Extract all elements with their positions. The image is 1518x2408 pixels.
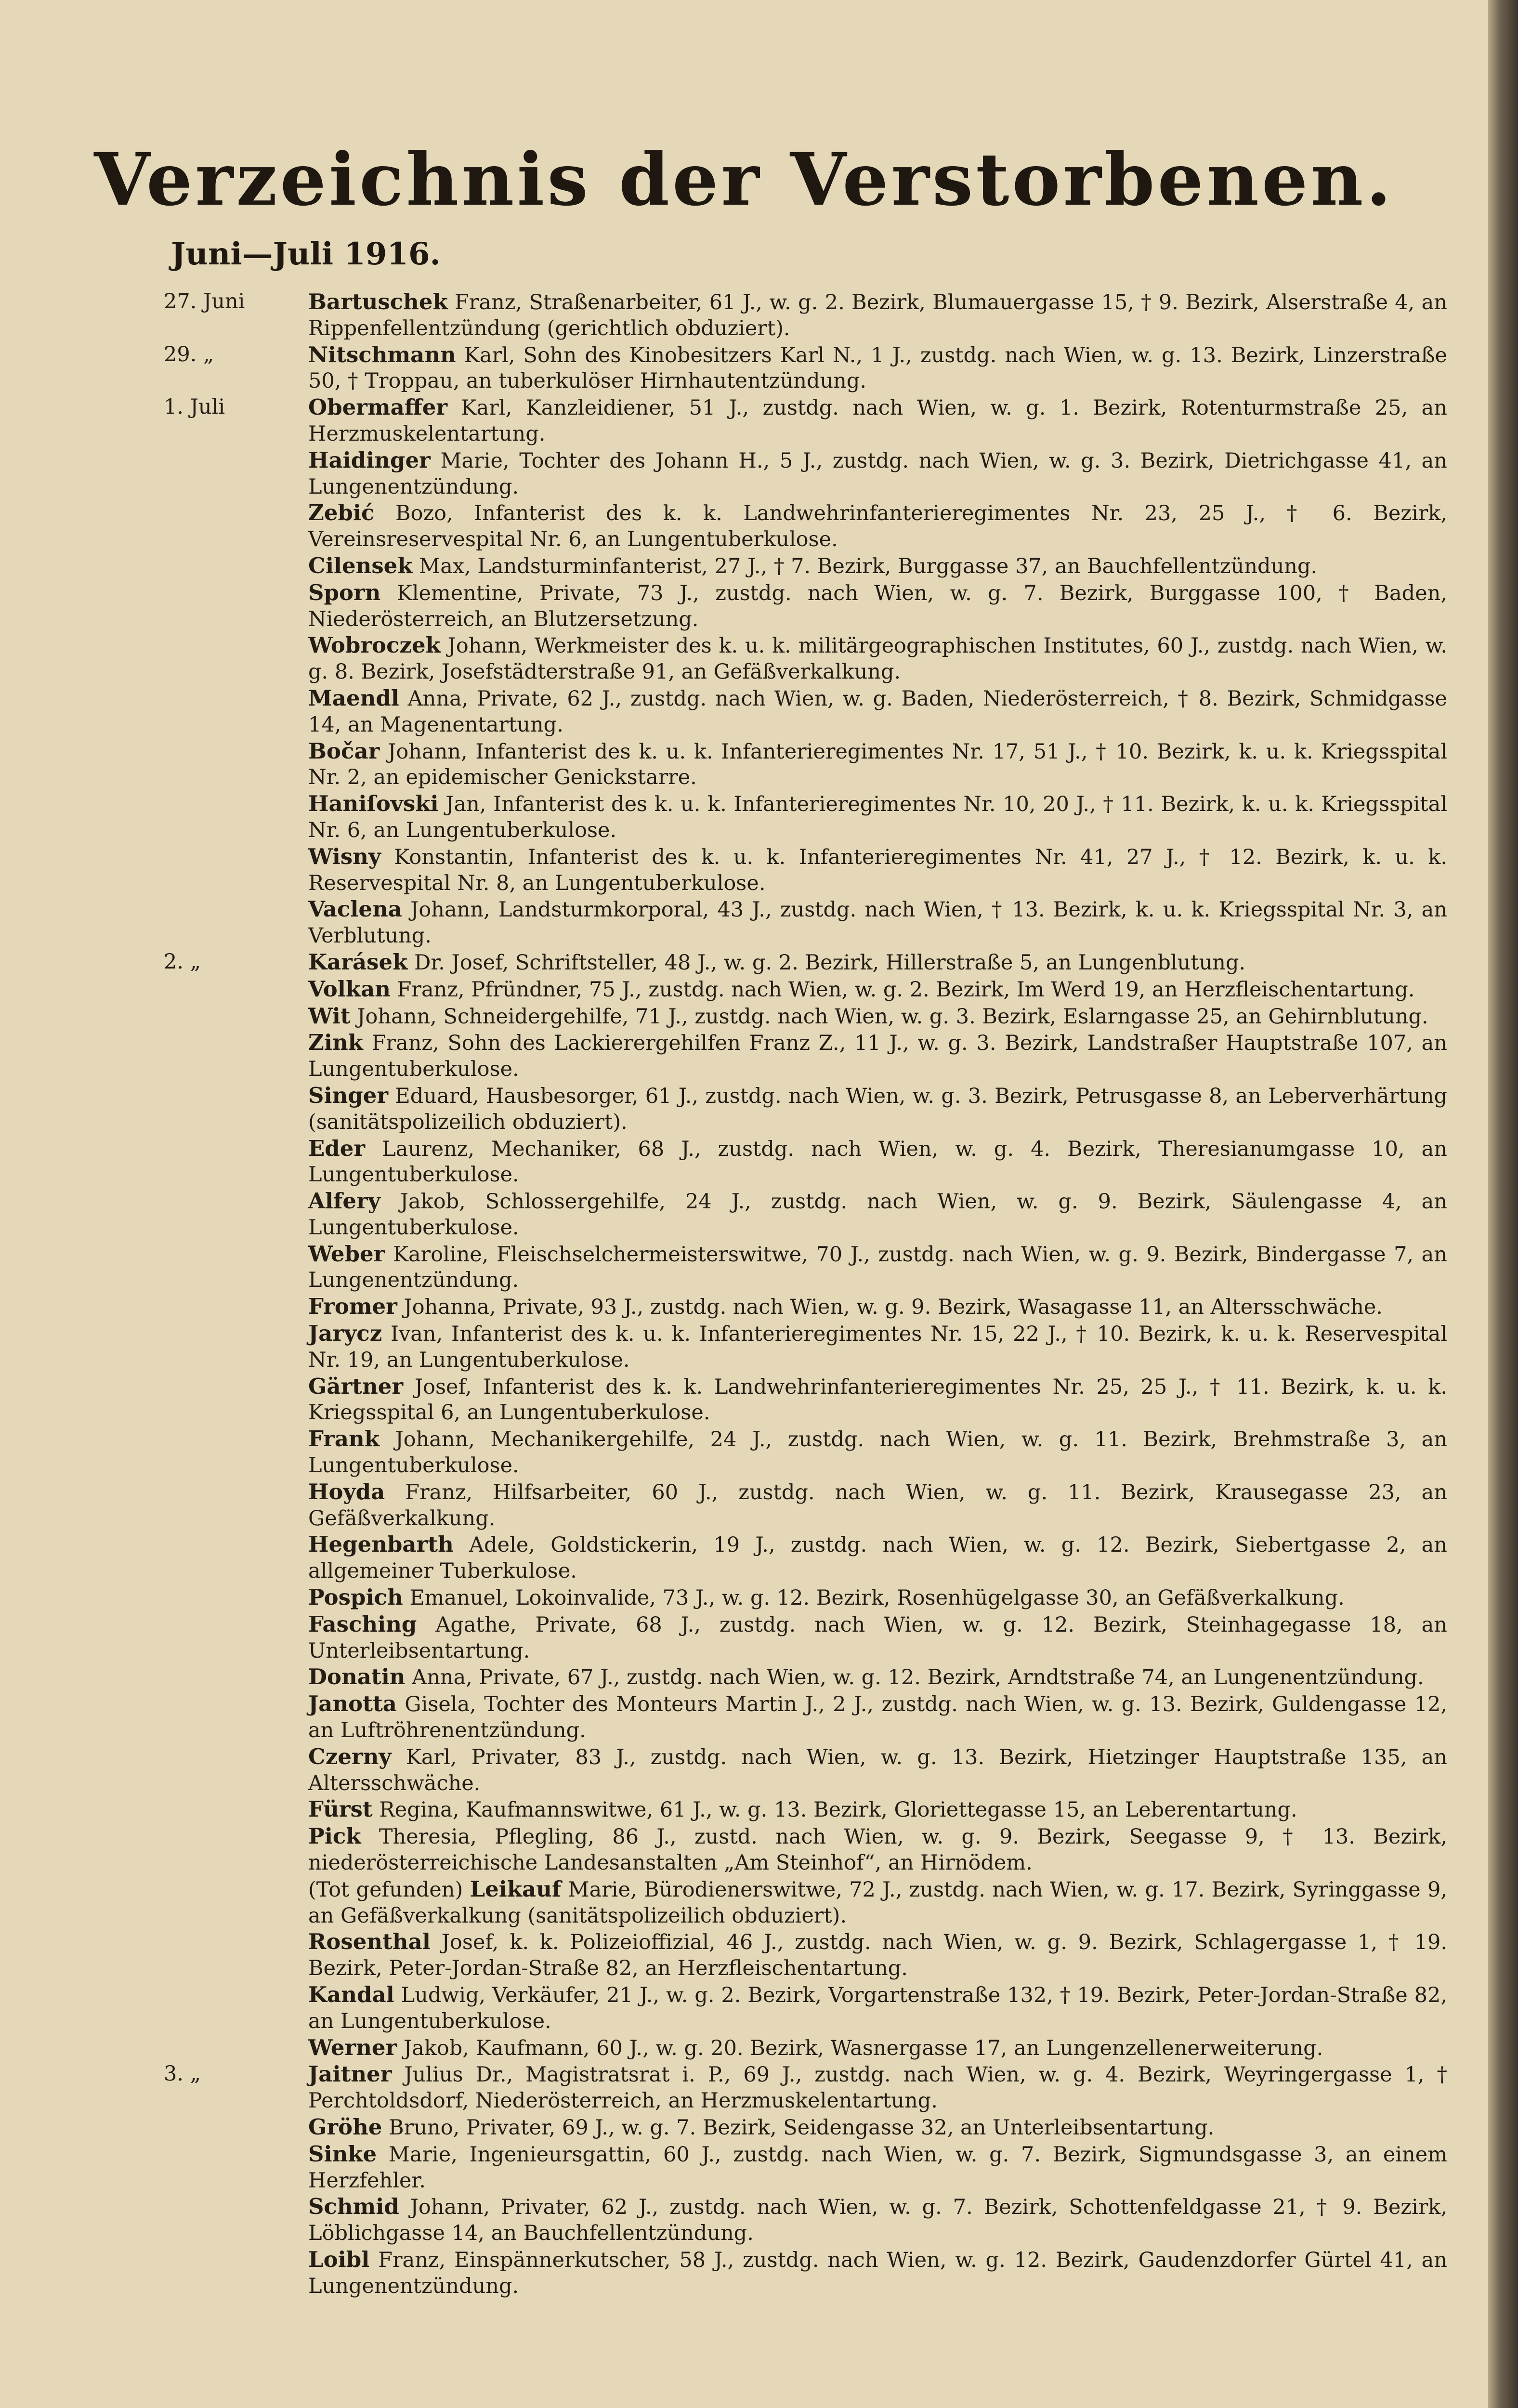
deceased-details: Johann, Landsturmkorporal, 43 J., zustdg. nach Wien, † 13. Bezirk, k. u. k. Kriegsspital Nr. 3, an Verblutung.: [308, 898, 1447, 948]
entry-text: [308, 1294, 1447, 1321]
date-range-heading: Juni—Juli 1916.: [171, 236, 441, 272]
entry-text: [308, 2035, 1447, 2062]
register-entry: [164, 1030, 1447, 1083]
entry-text: [308, 685, 1447, 738]
entry-text: [308, 2114, 1447, 2141]
register-entry: [164, 1876, 1447, 1929]
entry-text: [308, 1030, 1447, 1083]
page-title: Verzeichnis der Verstorbenen.: [94, 137, 1394, 222]
entry-text: [308, 553, 1447, 580]
entry-text: [308, 1584, 1447, 1611]
deceased-surname: Obermaffer: [308, 394, 448, 420]
entry-text: [308, 844, 1447, 897]
register-entry: [164, 342, 1447, 395]
deceased-surname: Loibl: [308, 2246, 370, 2272]
entry-text: [308, 1823, 1447, 1876]
deceased-details: Bozo, Infanterist des k. k. Landwehrinfanterieregimentes Nr. 23, 25 J., † 6. Bezirk, Vereinsreservespital Nr. 6, an Lungentuberkulose.: [308, 501, 1447, 552]
deceased-details: Marie, Tochter des Johann H., 5 J., zustdg. nach Wien, w. g. 3. Bezirk, Dietrichgasse 41, an Lungenentzündung.: [308, 448, 1447, 499]
entry-date: 29. „: [164, 342, 214, 366]
deceased-details: Agathe, Private, 68 J., zustdg. nach Wien, w. g. 12. Bezirk, Steinhagegasse 18, an Unterleibsentartung.: [308, 1612, 1447, 1663]
register-entry: [164, 1479, 1447, 1532]
deceased-details: Adele, Goldstickerin, 19 J., zustdg. nach Wien, w. g. 12. Bezirk, Siebertgasse 2, an allgemeiner Tuberkulose.: [308, 1533, 1447, 1584]
deceased-surname: Cilensek: [308, 552, 413, 578]
deceased-surname: Fasching: [308, 1611, 417, 1637]
deceased-surname: Zink: [308, 1030, 363, 1056]
deceased-details: Johann, Schneidergehilfe, 71 J., zustdg. nach Wien, w. g. 3. Bezirk, Eslarngasse 25, an Gehirnblutung.: [350, 1004, 1428, 1029]
register-entry: [164, 1531, 1447, 1584]
deceased-surname: Eder: [308, 1135, 366, 1161]
entry-text: [308, 1188, 1447, 1241]
register-entry: [164, 1796, 1447, 1823]
register-entry: [164, 1664, 1447, 1691]
entry-text: [308, 342, 1447, 395]
register-entry: [164, 685, 1447, 738]
entry-date: 27. Juni: [164, 289, 245, 314]
entry-date: 1. Juli: [164, 395, 225, 419]
register-entry: [164, 1374, 1447, 1426]
deceased-surname: Czerny: [308, 1743, 392, 1769]
register-entry: [164, 1188, 1447, 1241]
entry-text: [308, 1426, 1447, 1479]
deceased-details: Laurenz, Mechaniker, 68 J., zustdg. nach Wien, w. g. 4. Bezirk, Theresianumgasse 10, an Lungentuberkulose.: [308, 1137, 1447, 1187]
deceased-details: Karl, Sohn des Kinobesitzers Karl N., 1 J., zustdg. nach Wien, w. g. 13. Bezirk, Linzerstraße 50, † Troppau, an tuberkulöser Hirnhautentzündung.: [308, 343, 1447, 393]
entry-text: [308, 580, 1447, 633]
entry-text: [308, 1241, 1447, 1294]
deceased-surname: Nitschmann: [308, 341, 456, 367]
deceased-details: Ludwig, Verkäufer, 21 J., w. g. 2. Bezirk, Vorgartenstraße 132, † 19. Bezirk, Peter-Jordan-Straße 82, an Lungentuberkulose.: [308, 1983, 1447, 2033]
deceased-surname: Wisny: [308, 843, 381, 869]
entry-text: [308, 1321, 1447, 1374]
register-entry: [164, 1691, 1447, 1744]
register-entry: [164, 844, 1447, 897]
deceased-details: Johann, Infanterist des k. u. k. Infanterieregimentes Nr. 17, 51 J., † 10. Bezirk, k. u. k. Kriegsspital Nr. 2, an epidemischer Genickstarre.: [308, 739, 1447, 790]
deceased-surname: Hegenbarth: [308, 1531, 454, 1557]
deceased-surname: Haidinger: [308, 447, 431, 473]
entry-date: 2. „: [164, 949, 201, 974]
deceased-surname: Werner: [308, 2034, 397, 2060]
deceased-surname: Weber: [308, 1241, 385, 1267]
deceased-details: Karl, Kanzleidiener, 51 J., zustdg. nach Wien, w. g. 1. Bezirk, Rotenturmstraße 25, an Herzmuskelentartung.: [308, 396, 1447, 446]
deceased-details: Josef, k. k. Polizeioffizial, 46 J., zustdg. nach Wien, w. g. 9. Bezirk, Schlagergasse 1, † 19. Bezirk, Peter-Jordan-Straße 82, an Herzfleischentartung.: [308, 1930, 1447, 1981]
deceased-surname: Jaitner: [308, 2061, 392, 2087]
entry-text: [308, 1479, 1447, 1532]
register-entry: [164, 2061, 1447, 2114]
deceased-surname: Jarycz: [308, 1321, 382, 1347]
entry-text: [308, 791, 1447, 844]
deceased-details: Johann, Privater, 62 J., zustdg. nach Wien, w. g. 7. Bezirk, Schottenfeldgasse 21, † 9. Bezirk, Löblichgasse 14, an Bauchfellentzündung.: [308, 2195, 1447, 2246]
register-entry: [164, 1929, 1447, 1982]
deceased-surname: Sinke: [308, 2141, 377, 2167]
deceased-surname: Hoyda: [308, 1479, 385, 1505]
deceased-details: Max, Landsturminfanterist, 27 J., † 7. Bezirk, Burggasse 37, an Bauchfellentzündung.: [412, 554, 1318, 578]
register-entry: [164, 580, 1447, 633]
deceased-details: Jakob, Schlossergehilfe, 24 J., zustdg. nach Wien, w. g. 9. Bezirk, Säulengasse 4, an Lungentuberkulose.: [308, 1190, 1447, 1240]
entry-text: [308, 2061, 1447, 2114]
deceased-surname: Leikauf: [470, 1876, 562, 1902]
entry-text: [308, 1982, 1447, 2035]
entry-text: [308, 738, 1447, 791]
entry-text: [308, 1136, 1447, 1189]
deceased-surname: Volkan: [308, 976, 391, 1002]
deceased-surname: Zebić: [308, 500, 375, 526]
register-entry: [164, 289, 1447, 342]
deceased-surname: Janotta: [308, 1691, 397, 1717]
deceased-surname: Donatin: [308, 1664, 406, 1690]
register-entry: [164, 1426, 1447, 1479]
death-register-list: [164, 289, 1447, 2300]
register-entry: [164, 1823, 1447, 1876]
deceased-details: Franz, Einspännerkutscher, 58 J., zustdg. nach Wien, w. g. 12. Bezirk, Gaudenzdorfer Gürtel 41, an Lungenentzündung.: [308, 2248, 1447, 2298]
entry-text: [308, 949, 1447, 976]
register-entry: [164, 1982, 1447, 2035]
register-entry: [164, 447, 1447, 500]
register-entry: [164, 976, 1447, 1003]
deceased-surname: Vaclena: [308, 896, 402, 922]
entry-text: [308, 1083, 1447, 1136]
deceased-details: Karl, Privater, 83 J., zustdg. nach Wien, w. g. 13. Bezirk, Hietzinger Hauptstraße 135, an Altersschwäche.: [308, 1745, 1447, 1795]
deceased-details: Julius Dr., Magistratsrat i. P., 69 J., zustdg. nach Wien, w. g. 4. Bezirk, Weyringergasse 1, † Perchtoldsdorf, Niederösterreich, an Herzmuskelentartung.: [308, 2063, 1447, 2113]
entry-text: [308, 1664, 1447, 1691]
deceased-details: Jakob, Kaufmann, 60 J., w. g. 20. Bezirk, Wasnergasse 17, an Lungenzellenerweiterung.: [397, 2036, 1323, 2060]
register-entry: [164, 1584, 1447, 1611]
entry-text: [308, 1876, 1447, 1929]
deceased-surname: Pick: [308, 1823, 361, 1849]
deceased-details: Franz, Pfründner, 75 J., zustdg. nach Wien, w. g. 2. Bezirk, Im Werd 19, an Herzfleischentartung.: [390, 977, 1415, 1002]
deceased-details: Franz, Straßenarbeiter, 61 J., w. g. 2. Bezirk, Blumauergasse 15, † 9. Bezirk, Alserstraße 4, an Rippenfellentzündung (gerichtlich obduziert).: [308, 290, 1447, 340]
deceased-details: Ivan, Infanterist des k. u. k. Infanterieregimentes Nr. 15, 22 J., † 10. Bezirk, k. u. k. Reservespital Nr. 19, an Lungentuberkulose.: [308, 1322, 1447, 1372]
entry-text: [308, 289, 1447, 342]
deceased-surname: Alfery: [308, 1188, 380, 1214]
deceased-details: Jan, Infanterist des k. u. k. Infanterieregimentes Nr. 10, 20 J., † 11. Bezirk, k. u. k. Kriegsspital Nr. 6, an Lungentuberkulose.: [308, 792, 1447, 842]
deceased-details: Anna, Private, 62 J., zustdg. nach Wien, w. g. Baden, Niederösterreich, † 8. Bezirk, Schmidgasse 14, an Magenentartung.: [308, 686, 1447, 737]
deceased-details: Marie, Bürodienerswitwe, 72 J., zustdg. nach Wien, w. g. 17. Bezirk, Syringgasse 9, an Gefäßverkalkung (sanitätspolizeilich obduziert).: [308, 1877, 1447, 1928]
deceased-surname: Karásek: [308, 949, 408, 975]
deceased-details: Theresia, Pflegling, 86 J., zustd. nach Wien, w. g. 9. Bezirk, Seegasse 9, † 13. Bezirk, niederösterreichische Landesanstalten „Am Steinhof“, an Hirnödem.: [308, 1825, 1447, 1875]
register-entry: [164, 632, 1447, 685]
register-entry: [164, 896, 1447, 949]
deceased-surname: Kandal: [308, 1982, 394, 2007]
deceased-surname: Bočar: [308, 738, 380, 764]
deceased-surname: Rosenthal: [308, 1929, 431, 1955]
register-entry: [164, 2194, 1447, 2247]
deceased-details: Eduard, Hausbesorger, 61 J., zustdg. nach Wien, w. g. 3. Bezirk, Petrusgasse 8, an Leberverhärtung (sanitätspolizeilich obduziert).: [308, 1084, 1447, 1134]
register-entry: [164, 738, 1447, 791]
deceased-surname: Maendl: [308, 685, 399, 711]
deceased-details: Franz, Sohn des Lackierergehilfen Franz Z., 11 J., w. g. 3. Bezirk, Landstraßer Hauptstraße 107, an Lungentuberkulose.: [308, 1031, 1447, 1082]
register-entry: [164, 2141, 1447, 2194]
register-entry: [164, 1241, 1447, 1294]
deceased-details: Konstantin, Infanterist des k. u. k. Infanterieregimentes Nr. 41, 27 J., † 12. Bezirk, k. u. k. Reservespital Nr. 8, an Lungentuberkulose.: [308, 845, 1447, 895]
entry-text: [308, 1691, 1447, 1744]
deceased-details: Gisela, Tochter des Monteurs Martin J., 2 J., zustdg. nach Wien, w. g. 13. Bezirk, Guldengasse 12, an Luftröhrenentzündung.: [308, 1692, 1447, 1743]
deceased-surname: Schmid: [308, 2194, 399, 2220]
deceased-surname: Sporn: [308, 579, 381, 605]
deceased-details: Dr. Josef, Schriftsteller, 48 J., w. g. 2. Bezirk, Hillerstraße 5, an Lungenblutung.: [407, 950, 1246, 975]
entry-text: [308, 2247, 1447, 2300]
register-entry: [164, 2035, 1447, 2062]
deceased-surname: Haniſovski: [308, 791, 439, 817]
deceased-surname: Fürst: [308, 1796, 373, 1822]
entry-text: [308, 2194, 1447, 2247]
deceased-surname: Bartuschek: [308, 289, 448, 314]
entry-text: [308, 394, 1447, 447]
register-entry: [164, 1321, 1447, 1374]
entry-text: [308, 976, 1447, 1003]
register-entry: [164, 949, 1447, 976]
book-spine: [1488, 0, 1518, 2408]
deceased-details: Johanna, Private, 93 J., zustdg. nach Wien, w. g. 9. Bezirk, Wasagasse 11, an Altersschwäche.: [397, 1295, 1383, 1320]
deceased-surname: Pospich: [308, 1584, 403, 1610]
entry-text: [308, 447, 1447, 500]
entry-note: (Tot gefunden): [308, 1877, 470, 1902]
deceased-details: Anna, Private, 67 J., zustdg. nach Wien, w. g. 12. Bezirk, Arndtstraße 74, an Lungenentzündung.: [405, 1665, 1424, 1690]
entry-text: [308, 1531, 1447, 1584]
register-entry: [164, 1611, 1447, 1664]
deceased-details: Franz, Hilfsarbeiter, 60 J., zustdg. nach Wien, w. g. 11. Bezirk, Krausegasse 23, an Gefäßverkalkung.: [308, 1480, 1447, 1531]
deceased-details: Klementine, Private, 73 J., zustdg. nach Wien, w. g. 7. Bezirk, Burggasse 100, † Baden, Niederösterreich, an Blutzersetzung.: [308, 581, 1447, 631]
entry-text: [308, 1929, 1447, 1982]
deceased-details: Bruno, Privater, 69 J., w. g. 7. Bezirk, Seidengasse 32, an Unterleibsentartung.: [382, 2115, 1215, 2140]
entry-text: [308, 1611, 1447, 1664]
deceased-surname: Frank: [308, 1426, 380, 1452]
entry-text: [308, 1003, 1447, 1030]
entry-text: [308, 1744, 1447, 1797]
register-entry: [164, 1083, 1447, 1136]
deceased-surname: Singer: [308, 1082, 389, 1108]
deceased-details: Johann, Werkmeister des k. u. k. militärgeographischen Institutes, 60 J., zustdg. nach Wien, w. g. 8. Bezirk, Josefstädterstraße 91, an Gefäßverkalkung.: [308, 634, 1447, 684]
deceased-surname: Fromer: [308, 1294, 397, 1320]
register-entry: [164, 500, 1447, 553]
entry-text: [308, 632, 1447, 685]
deceased-surname: Gärtner: [308, 1373, 404, 1399]
entry-text: [308, 1796, 1447, 1823]
entry-text: [308, 2141, 1447, 2194]
register-entry: [164, 553, 1447, 580]
entry-text: [308, 1374, 1447, 1426]
register-entry: [164, 1003, 1447, 1030]
deceased-details: Marie, Ingenieursgattin, 60 J., zustdg. nach Wien, w. g. 7. Bezirk, Sigmundsgasse 3, an einem Herzfehler.: [308, 2142, 1447, 2193]
deceased-surname: Wobroczek: [308, 632, 441, 658]
deceased-details: Regina, Kaufmannswitwe, 61 J., w. g. 13. Bezirk, Gloriettegasse 15, an Leberentartung.: [372, 1798, 1297, 1822]
deceased-details: Josef, Infanterist des k. k. Landwehrinfanterieregimentes Nr. 25, 25 J., † 11. Bezirk, k. u. k. Kriegsspital 6, an Lungentuberkulose.: [308, 1374, 1447, 1425]
register-entry: [164, 1136, 1447, 1189]
entry-date: 3. „: [164, 2062, 201, 2086]
deceased-surname: Gröhe: [308, 2114, 382, 2140]
deceased-details: Emanuel, Lokoinvalide, 73 J., w. g. 12. Bezirk, Rosenhügelgasse 30, an Gefäßverkalkung.: [403, 1586, 1345, 1610]
entry-text: [308, 500, 1447, 553]
register-entry: [164, 1744, 1447, 1797]
register-entry: [164, 2114, 1447, 2141]
register-entry: [164, 1294, 1447, 1321]
deceased-details: Karoline, Fleischselchermeisterswitwe, 70 J., zustdg. nach Wien, w. g. 9. Bezirk, Bindergasse 7, an Lungenentzündung.: [308, 1242, 1447, 1293]
entry-text: [308, 896, 1447, 949]
register-entry: [164, 791, 1447, 844]
register-entry: [164, 2247, 1447, 2300]
deceased-surname: Wit: [308, 1003, 351, 1029]
register-entry: [164, 394, 1447, 447]
deceased-details: Johann, Mechanikergehilfe, 24 J., zustdg. nach Wien, w. g. 11. Bezirk, Brehmstraße 3, an Lungentuberkulose.: [308, 1427, 1447, 1478]
